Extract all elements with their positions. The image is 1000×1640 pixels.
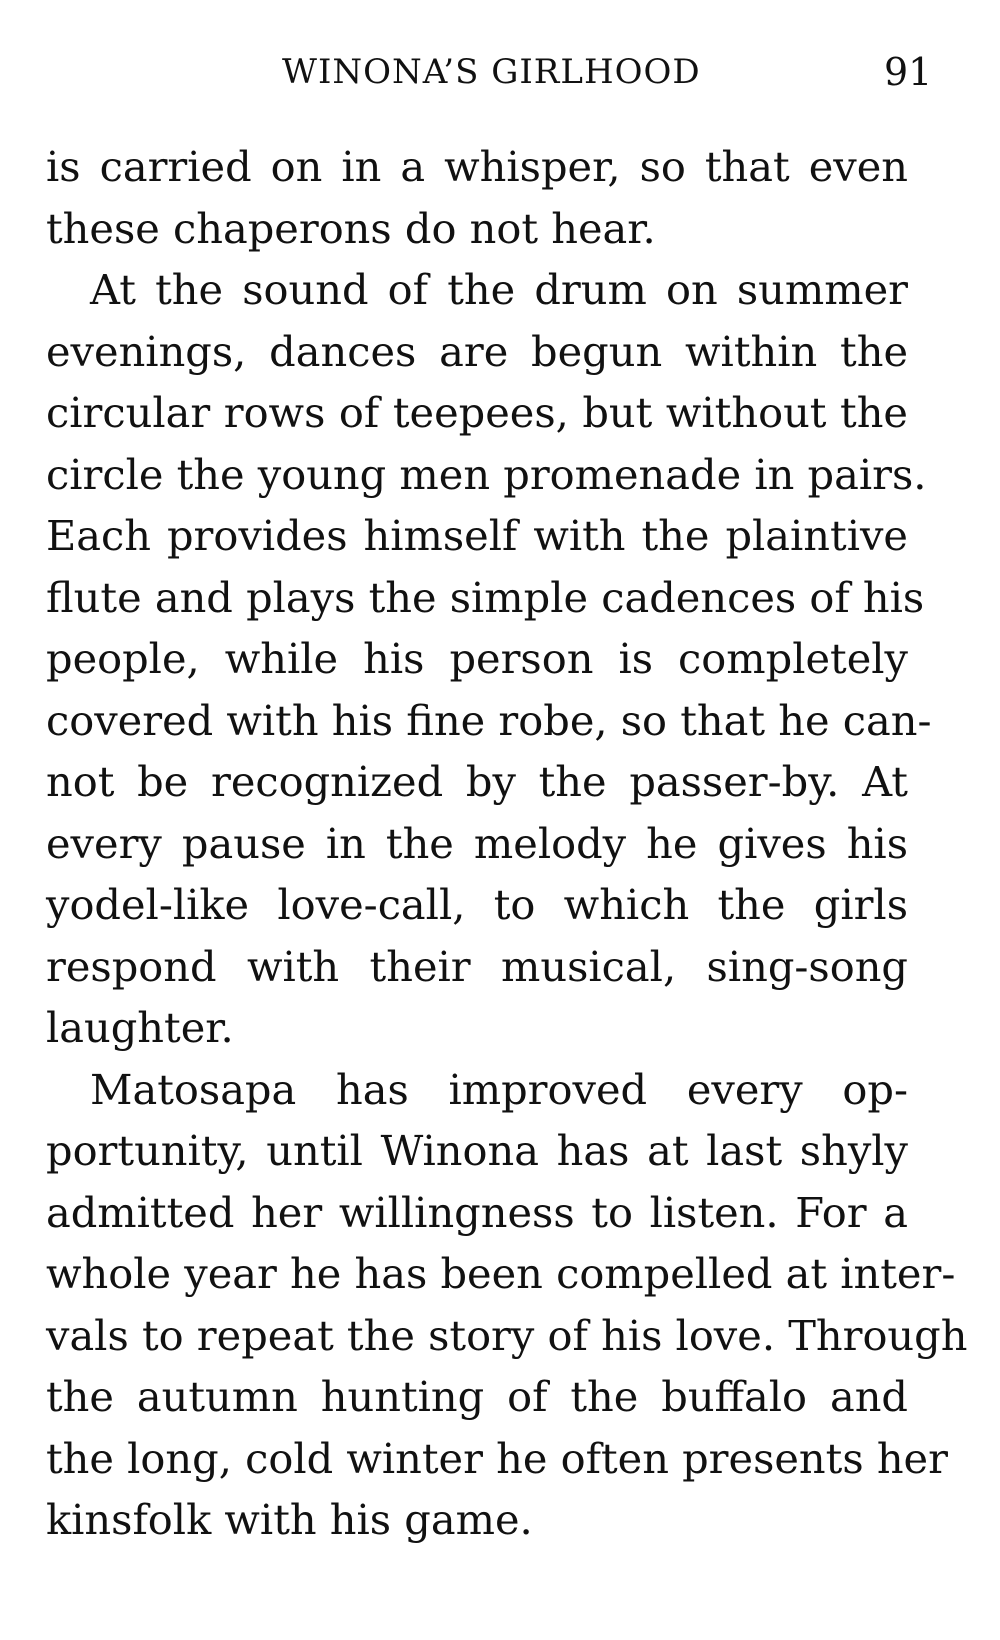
text-line: the autumn hunting of the buffalo and	[46, 1372, 908, 1421]
body-text	[46, 136, 968, 1551]
text-line: Each provides himself with the plaintive	[46, 511, 908, 560]
text-line: the long, cold winter he often presents her	[46, 1433, 948, 1483]
running-title: WINONA’S GIRLHOOD	[282, 52, 701, 92]
paragraph-2	[46, 259, 932, 1059]
text-line: people, while his person is completely	[46, 634, 908, 683]
text-line: laughter.	[46, 1003, 234, 1052]
page-number: 91	[884, 50, 933, 94]
text-line: evenings, dances are begun within the	[46, 326, 908, 376]
text-line: yodel-like love-call, to which the girls	[46, 880, 908, 929]
text-line: kinsfolk with his game.	[46, 1495, 533, 1544]
paragraph-3	[46, 1059, 968, 1551]
text-line: not be recognized by the passer-by. At	[46, 757, 908, 806]
text-line: Matosapa has improved every op-	[90, 1064, 908, 1114]
text-line: flute and plays the simple cadences of his	[46, 572, 925, 622]
text-line: whole year he has been compelled at inter-	[46, 1249, 956, 1298]
text-line: circle the young men promenade in pairs.	[46, 449, 927, 499]
text-line: these chaperons do not hear.	[46, 203, 656, 253]
text-line: is carried on in a whisper, so that even	[46, 142, 908, 191]
text-line: portunity, until Winona has at last shyly	[46, 1126, 908, 1175]
text-line: covered with his fine robe, so that he can-	[46, 695, 932, 745]
paragraph-1	[46, 136, 908, 259]
text-line: vals to repeat the story of his love. Through	[46, 1310, 968, 1360]
text-line: admitted her willingness to listen. For a	[46, 1187, 908, 1237]
text-line: circular rows of teepees, but without the	[46, 388, 908, 437]
text-line: respond with their musical, sing-song	[46, 941, 908, 991]
running-head	[0, 52, 1000, 102]
text-line: every pause in the melody he gives his	[46, 818, 908, 868]
text-line: At the sound of the drum on summer	[90, 265, 908, 314]
